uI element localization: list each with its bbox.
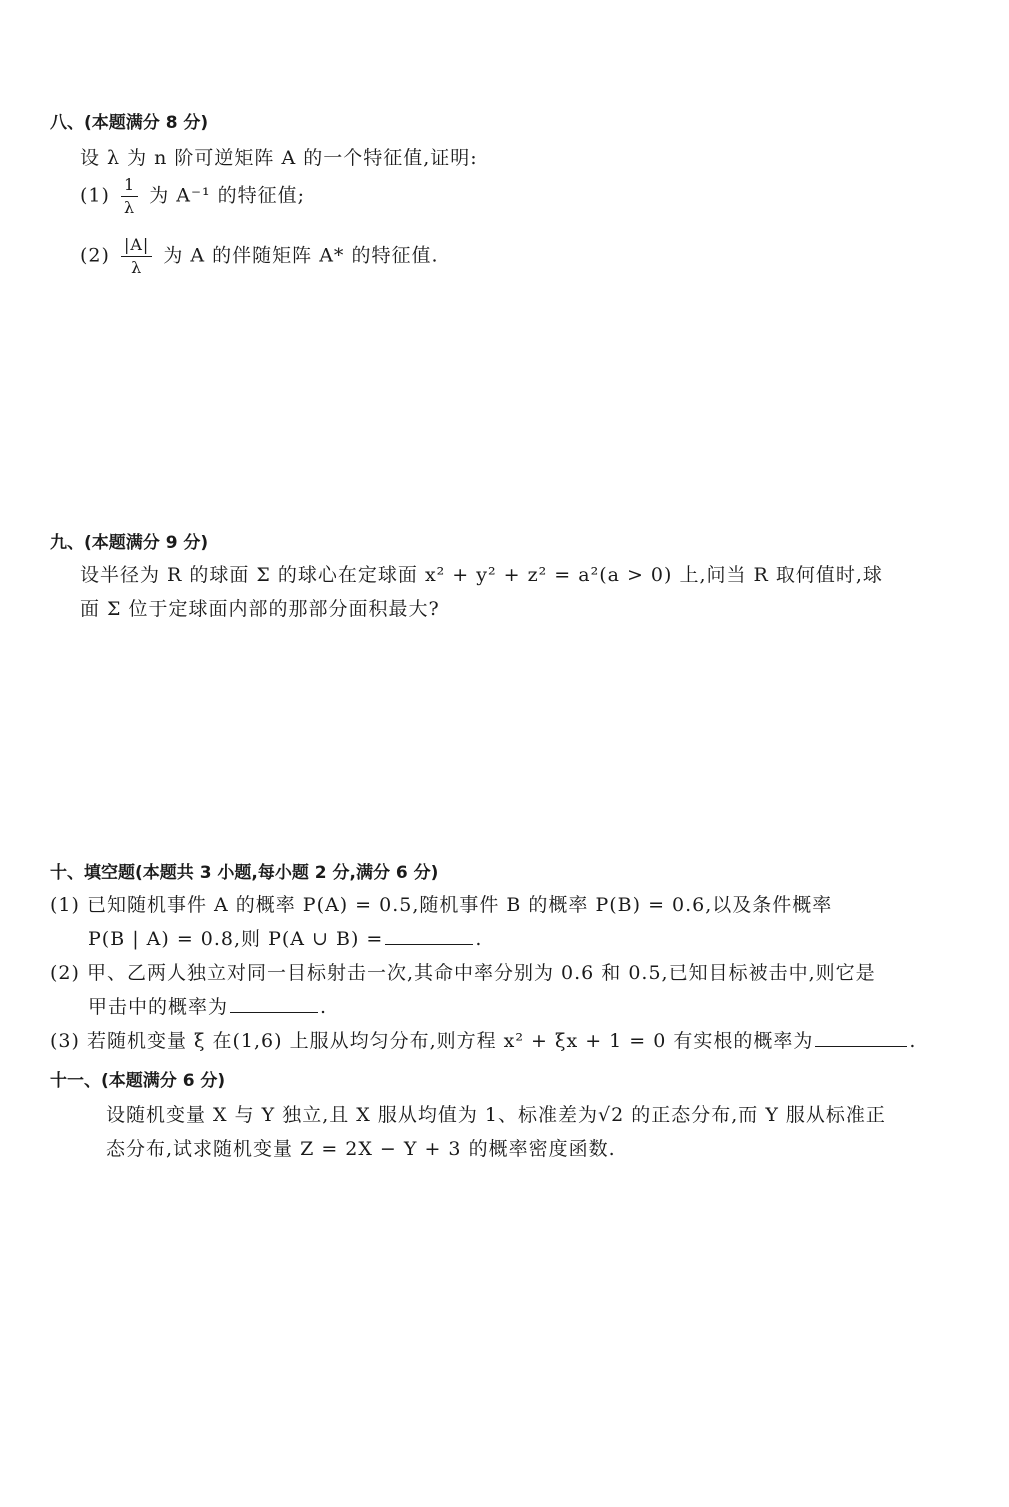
q10-p2-line1: (2) 甲、乙两人独立对同一目标射击一次,其命中率分别为 0.6 和 0.5,已知目标被击中,则它是 xyxy=(50,962,876,984)
q10-p1-line2 xyxy=(88,924,482,951)
q9-line1: 设半径为 R 的球面 Σ 的球心在定球面 x² + y² + z² = a²(a > 0) 上,问当 R 取何值时,球 xyxy=(80,564,883,586)
q8-part1-numerator: 1 xyxy=(121,174,138,197)
q10-p1-end: . xyxy=(475,928,483,950)
q8-part2-label: (2) xyxy=(80,244,110,267)
q10-p2-end: . xyxy=(320,996,328,1018)
q8-part2 xyxy=(80,234,439,279)
q10-p1-answer-blank xyxy=(385,925,473,945)
q10-p3-end: . xyxy=(909,1030,917,1052)
q10-p2-line2 xyxy=(88,992,327,1019)
q10-p3-text: (3) 若随机变量 ξ 在(1,6) 上服从均匀分布,则方程 x² + ξx + 1 = 0 有实根的概率为 xyxy=(50,1030,814,1052)
q10-p2-answer-blank xyxy=(230,993,318,1013)
q11-line2: 态分布,试求随机变量 Z = 2X − Y + 3 的概率密度函数. xyxy=(106,1138,616,1160)
q8-part1 xyxy=(80,174,305,219)
q11-heading: 十一、(本题满分 6 分) xyxy=(50,1071,226,1091)
q8-part1-fraction xyxy=(121,174,138,219)
q10-p2-text: 甲击中的概率为 xyxy=(88,996,229,1018)
q8-part1-denominator: λ xyxy=(123,198,136,217)
q10-heading: 十、填空题(本题共 3 小题,每小题 2 分,满分 6 分) xyxy=(50,863,439,883)
q10-p3-line1 xyxy=(50,1026,916,1053)
q10-p1-line1: (1) 已知随机事件 A 的概率 P(A) = 0.5,随机事件 B 的概率 P(B) = 0.6,以及条件概率 xyxy=(50,894,833,916)
q8-part2-numerator: |A| xyxy=(121,234,152,257)
q10-p3-answer-blank xyxy=(815,1027,907,1047)
q10-p1-text: P(B | A) = 0.8,则 P(A ∪ B) = xyxy=(88,928,384,950)
q9-line2: 面 Σ 位于定球面内部的那部分面积最大? xyxy=(80,598,440,620)
q8-part2-tail: 为 A 的伴随矩阵 A* 的特征值. xyxy=(163,244,439,267)
q8-part1-tail: 为 A⁻¹ 的特征值; xyxy=(149,184,306,207)
q8-part1-label: (1) xyxy=(80,184,110,207)
q11-line1: 设随机变量 X 与 Y 独立,且 X 服从均值为 1、标准差为√2 的正态分布,而 Y 服从标准正 xyxy=(106,1104,886,1126)
q8-part2-denominator: λ xyxy=(131,258,143,277)
q8-part2-fraction xyxy=(121,234,152,279)
q8-stem: 设 λ 为 n 阶可逆矩阵 A 的一个特征值,证明: xyxy=(80,147,478,169)
q8-heading: 八、(本题满分 8 分) xyxy=(50,113,209,133)
q9-heading: 九、(本题满分 9 分) xyxy=(50,533,209,553)
